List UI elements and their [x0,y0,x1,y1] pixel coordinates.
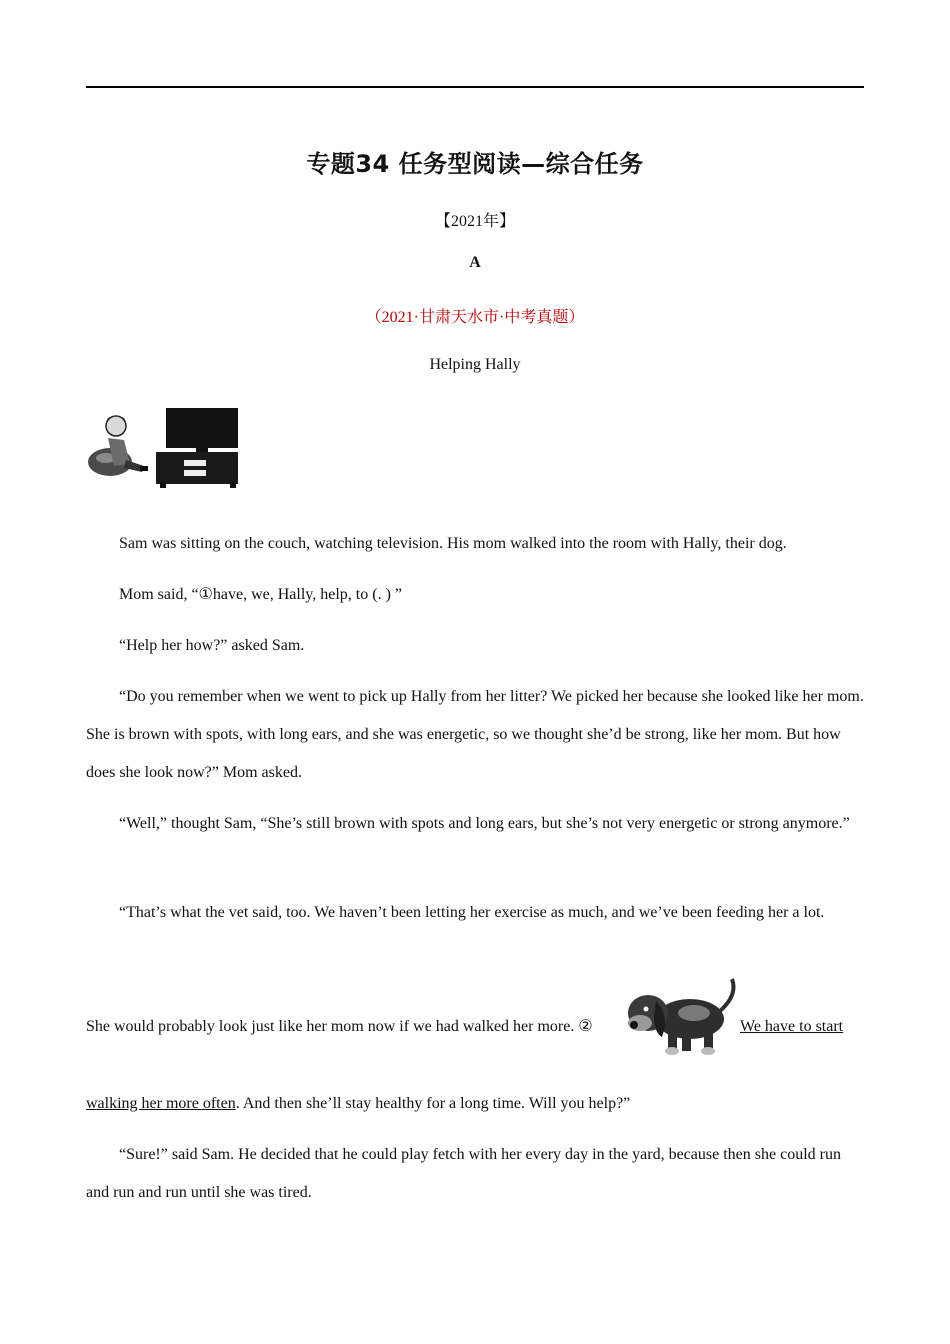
paragraph-9: “Sure!” said Sam. He decided that he could play fetch with her every day in the yard, because then she could run and run and run until she was tired. [86,1146,841,1201]
header-rule [86,86,864,88]
underlined-answer-start: We have to start [740,1018,844,1035]
underlined-answer-end: walking her more often [86,1095,236,1112]
section-letter: A [469,254,481,271]
paragraph-1: Sam was sitting on the couch, watching television. His mom walked into the room with Hally, their dog. [119,535,787,552]
dog-illustration [620,975,744,1057]
paragraph-6: “That’s what the vet said, too. We haven’t been letting her exercise as much, and we’ve been feeding her a lot. [119,904,825,921]
paragraph-3: “Help her how?” asked Sam. [119,637,305,654]
paragraph-8 [86,1085,864,1123]
story-title: Helping Hally [429,356,521,373]
exam-source: （2021·甘肃天水市·中考真题） [365,309,585,326]
boy-watching-tv-illustration [86,404,246,490]
paragraph-2: Mom said, “①have, we, Hally, help, to (. ) ” [119,586,403,603]
paragraph-8-text: . And then she’ll stay healthy for a long time. Will you help?” [235,1095,631,1112]
paragraph-5: “Well,” thought Sam, “She’s still brown with spots and long ears, but she’s not very energetic or strong anymore.” [119,815,850,832]
year-heading: 【2021年】 [434,213,515,230]
paragraph-4: “Do you remember when we went to pick up Hally from her litter? We picked her because she looked like her mom. She is brown with spots, with long ears, and she was energetic, so we thought she’d be strong, like her mom. But how does she look now?” Mom asked. [86,688,864,781]
page-title: 专题34 任务型阅读—综合任务 [306,150,644,178]
paragraph-7-text: She would probably look just like her mom now if we had walked her more. ② [86,1018,593,1035]
